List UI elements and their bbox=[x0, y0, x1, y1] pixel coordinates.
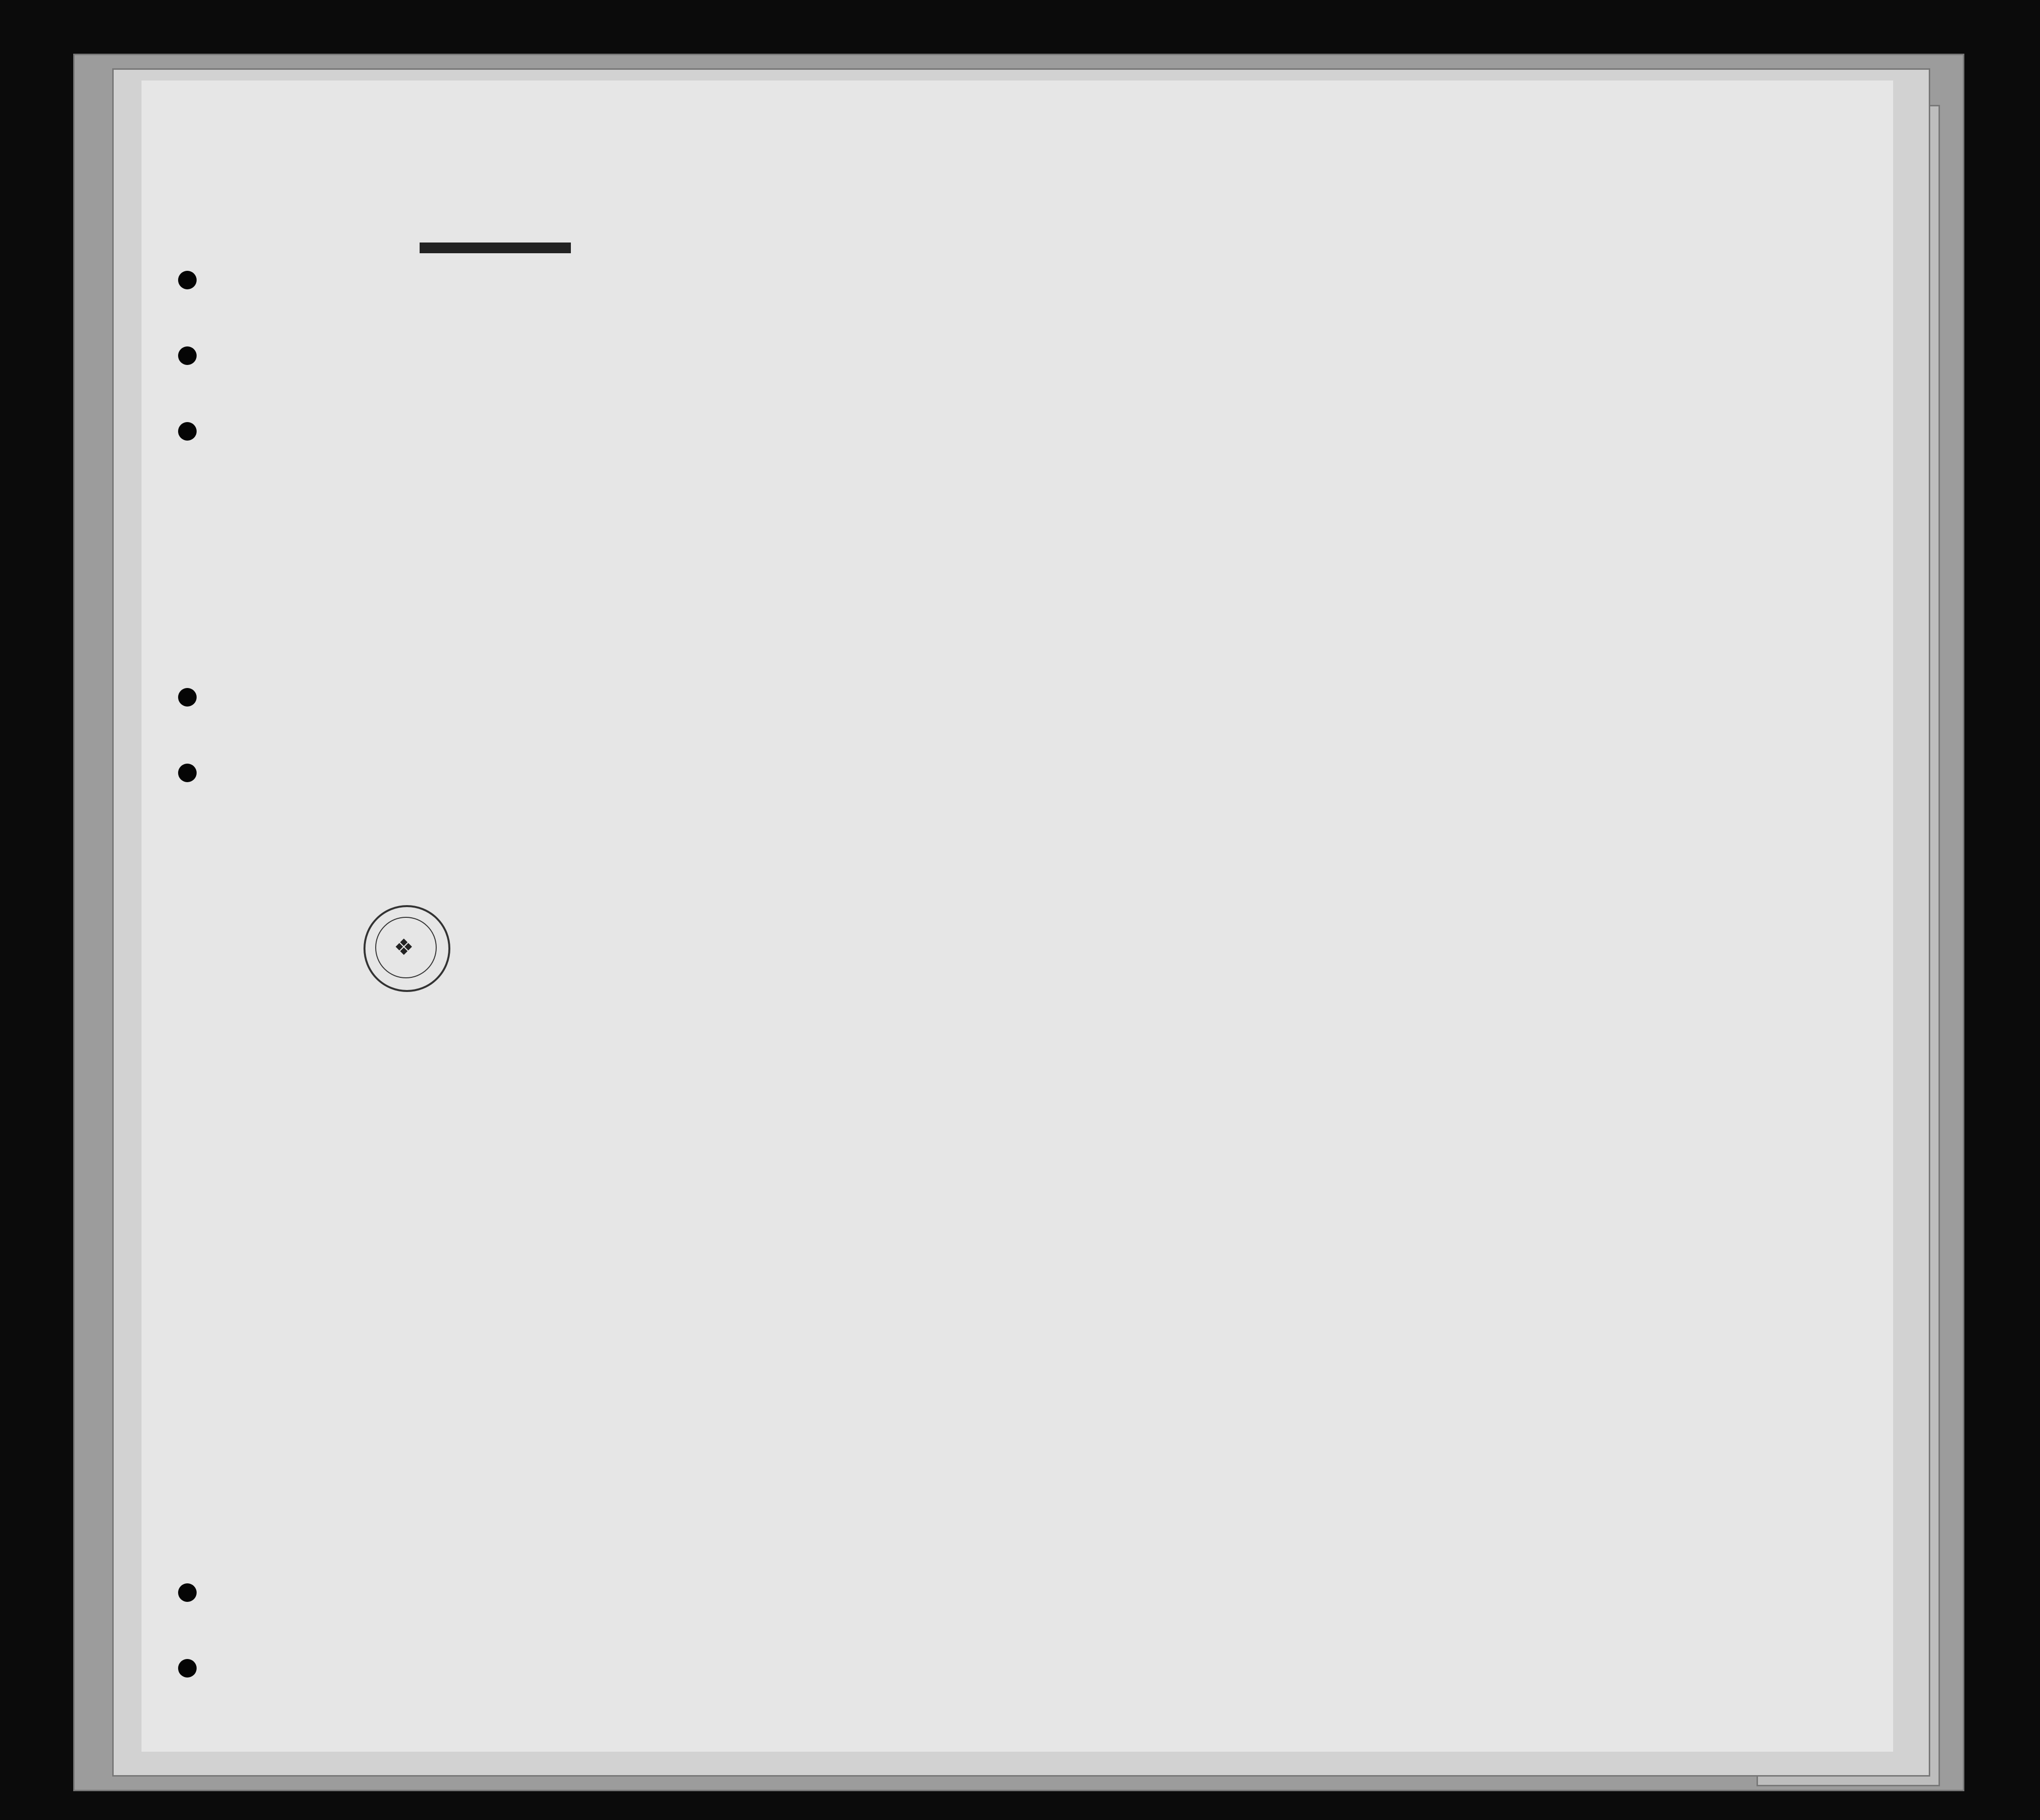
consulate-seal bbox=[364, 905, 450, 992]
eagle-icon: ❖ bbox=[394, 935, 414, 960]
manifest-page bbox=[141, 81, 1893, 1752]
